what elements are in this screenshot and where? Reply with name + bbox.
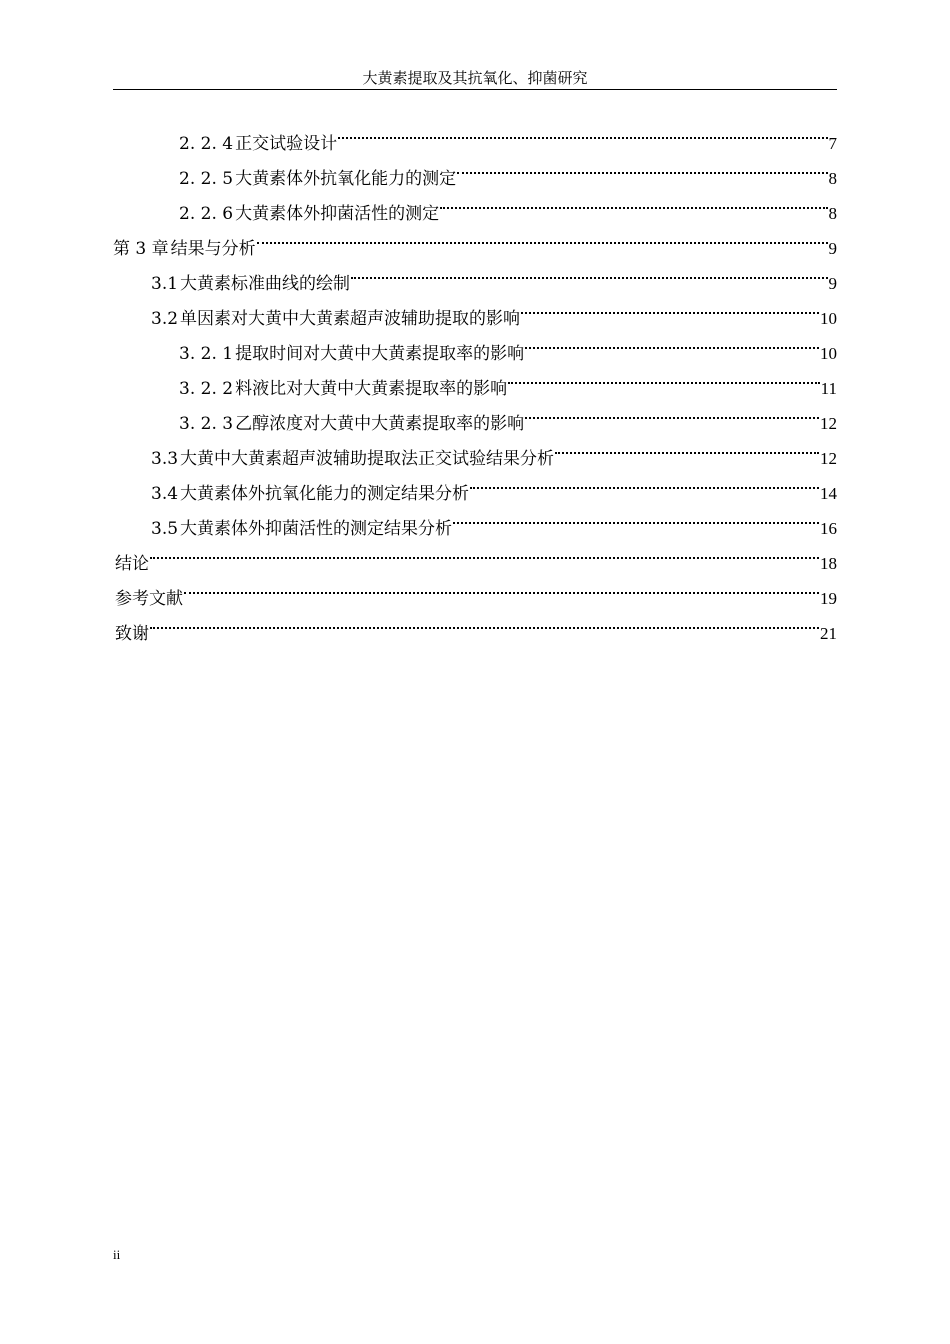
toc-entry-title: 大黄素体外抗氧化能力的测定 bbox=[235, 169, 457, 189]
toc-entry-page: 21 bbox=[820, 624, 837, 643]
dot-leader bbox=[184, 569, 819, 604]
toc-entry-number: 3.1 bbox=[151, 274, 179, 294]
toc-entry[interactable] bbox=[113, 569, 837, 609]
toc-entry-page: 10 bbox=[820, 344, 837, 363]
toc-entry-number: 3.5 bbox=[151, 519, 179, 539]
dot-leader bbox=[508, 359, 820, 394]
toc-entry-page: 16 bbox=[820, 519, 837, 538]
toc-entry-title: 乙醇浓度对大黄中大黄素提取率的影响 bbox=[235, 414, 525, 434]
toc-entry-title: 提取时间对大黄中大黄素提取率的影响 bbox=[235, 344, 525, 364]
toc-entry-page: 19 bbox=[820, 589, 837, 608]
dot-leader bbox=[351, 254, 827, 289]
toc-entry[interactable] bbox=[113, 534, 837, 574]
toc-entry-title: 料液比对大黄中大黄素提取率的影响 bbox=[235, 379, 508, 399]
dot-leader bbox=[470, 464, 819, 499]
dot-leader bbox=[457, 149, 827, 184]
toc-entry-page: 9 bbox=[828, 274, 837, 293]
toc-entry-title: 结果与分析 bbox=[170, 239, 256, 259]
toc-entry-number: 3. 2. 3 bbox=[179, 414, 234, 434]
toc-entry-number: 3.4 bbox=[151, 484, 179, 504]
dot-leader bbox=[521, 289, 819, 324]
toc-entry-title: 正交试验设计 bbox=[235, 134, 338, 154]
toc-entry-page: 12 bbox=[820, 449, 837, 468]
dot-leader bbox=[338, 114, 827, 149]
toc-entry-title: 单因素对大黄中大黄素超声波辅助提取的影响 bbox=[180, 309, 521, 329]
table-of-contents bbox=[113, 114, 837, 644]
dot-leader bbox=[555, 429, 819, 464]
toc-entry[interactable] bbox=[113, 114, 837, 154]
toc-entry-page: 9 bbox=[828, 239, 837, 258]
running-header: 大黄素提取及其抗氧化、抑菌研究 bbox=[362, 69, 588, 87]
dot-leader bbox=[453, 499, 819, 534]
toc-entry-page: 7 bbox=[828, 134, 837, 153]
toc-entry-title: 结论 bbox=[115, 554, 149, 574]
toc-entry-title: 参考文献 bbox=[115, 589, 183, 609]
toc-entry-page: 14 bbox=[820, 484, 837, 503]
toc-entry-page: 11 bbox=[820, 379, 837, 398]
dot-leader bbox=[150, 534, 819, 569]
dot-leader bbox=[440, 184, 827, 219]
page-number: ii bbox=[113, 1247, 121, 1262]
dot-leader bbox=[257, 219, 828, 254]
toc-entry-page: 10 bbox=[820, 309, 837, 328]
toc-entry-page: 8 bbox=[828, 169, 837, 188]
toc-entry-number: 第 3 章 bbox=[113, 239, 169, 259]
toc-entry-title: 大黄素标准曲线的绘制 bbox=[180, 274, 351, 294]
toc-entry-title: 致谢 bbox=[115, 624, 149, 644]
toc-entry-number: 3.3 bbox=[151, 449, 179, 469]
toc-entry-title: 大黄中大黄素超声波辅助提取法正交试验结果分析 bbox=[180, 449, 555, 469]
toc-entry-page: 18 bbox=[820, 554, 837, 573]
toc-entry-number: 3. 2. 2 bbox=[179, 379, 234, 399]
toc-entry-number: 2. 2. 6 bbox=[179, 204, 234, 224]
toc-entry-number: 2. 2. 5 bbox=[179, 169, 234, 189]
toc-entry-title: 大黄素体外抑菌活性的测定结果分析 bbox=[180, 519, 453, 539]
toc-entry-number: 3.2 bbox=[151, 309, 179, 329]
toc-entry-page: 8 bbox=[828, 204, 837, 223]
dot-leader bbox=[525, 324, 819, 359]
dot-leader bbox=[150, 604, 819, 639]
toc-entry-number: 3. 2. 1 bbox=[179, 344, 234, 364]
dot-leader bbox=[525, 394, 819, 429]
toc-entry-title: 大黄素体外抗氧化能力的测定结果分析 bbox=[180, 484, 470, 504]
toc-entry[interactable] bbox=[113, 604, 837, 644]
toc-entry-page: 12 bbox=[820, 414, 837, 433]
toc-entry-title: 大黄素体外抑菌活性的测定 bbox=[235, 204, 440, 224]
toc-entry-number: 2. 2. 4 bbox=[179, 134, 234, 154]
header-rule bbox=[113, 89, 837, 90]
